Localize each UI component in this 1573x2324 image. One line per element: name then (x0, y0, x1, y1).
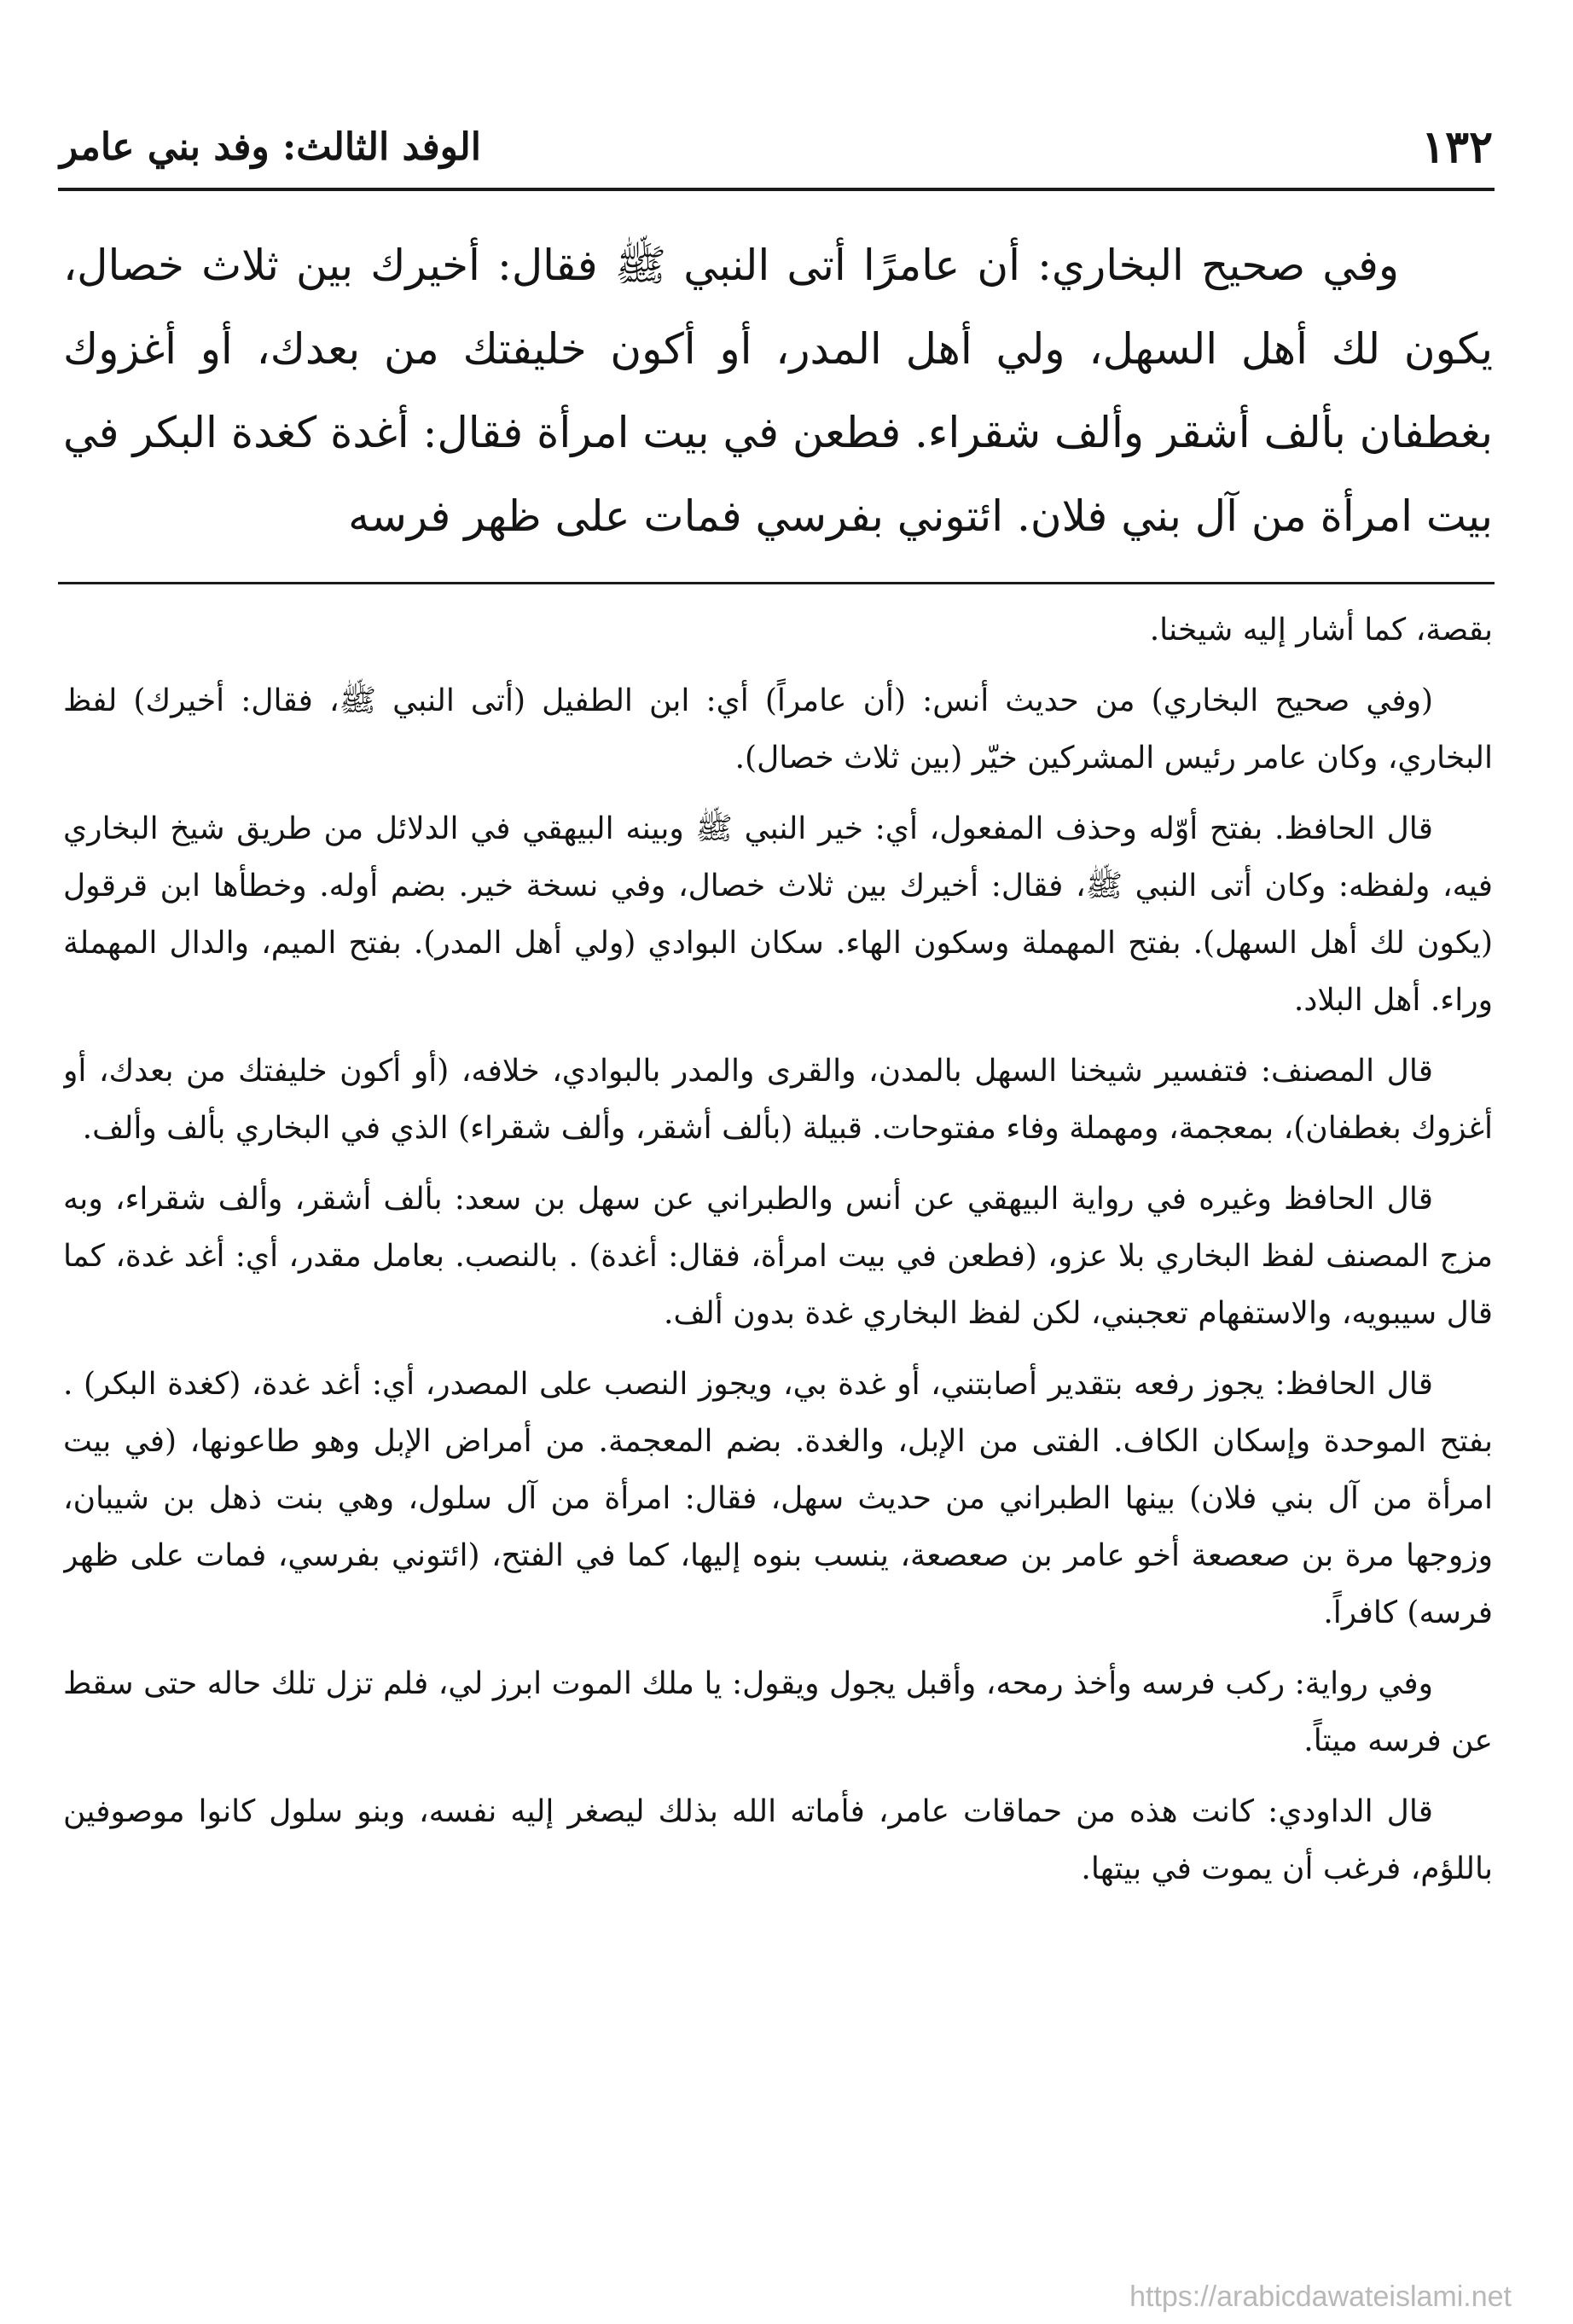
running-title: الوفد الثالث: وفد بني عامر (60, 125, 482, 169)
main-text (63, 224, 1493, 558)
commentary-paragraph: قال الحافظ: يجوز رفعه بتقدير أصابتني، أو غدة بي، ويجوز النصب على المصدر، أي: أغد غدة، (كغدة البكر) . بفتح الموحدة وإسكان الكاف. الفتى من الإبل، والغدة. بضم المعجمة. من أمراض الإبل وهو طاعونها، (في بيت امرأة من آل بني فلان) بينها الطبراني من حديث سهل، فقال: امرأة من آل سلول، وهي بنت ذهل بن شيبان، وزوجها مرة بن صعصعة أخو عامر بن صعصعة، ينسب بنوه إليها، كما في الفتح، (ائتوني بفرسي، فمات على ظهر فرسه) كافراً. (63, 1367, 1493, 1630)
commentary-paragraph: قال الحافظ وغيره في رواية البيهقي عن أنس والطبراني عن سهل بن سعد: بألف أشقر، وألف شقراء، وبه مزج المصنف لفظ البخاري بلا عزو، (فطعن في بيت امرأة، فقال: أغدة) . بالنصب. بعامل مقدر، أي: أغد غدة، كما قال سيبويه، والاستفهام تعجبني، لكن لفظ البخاري غدة بدون ألف. (63, 1182, 1493, 1331)
page-header (60, 109, 1493, 186)
commentary-divider (58, 582, 1495, 584)
commentary-paragraph: قال الحافظ. بفتح أوّله وحذف المفعول، أي: خير النبي ﷺ وبينه البيهقي في الدلائل من طريق شيخ البخاري فيه، ولفظه: وكان أتى النبي ﷺ، فقال: أخيرك بين ثلاث خصال، وفي نسخة خير. بضم أوله. وخطأها ابن قرقول (يكون لك أهل السهل). بفتح المهملة وسكون الهاء. سكان البوادي (ولي أهل المدر). بفتح الميم، والدال المهملة وراء. أهل البلاد. (63, 811, 1493, 1018)
commentary-paragraph: (وفي صحيح البخاري) من حديث أنس: (أن عامراً) أي: ابن الطفيل (أتى النبي ﷺ، فقال: أخيرك) لفظ البخاري، وكان عامر رئيس المشركين خيّر (بين ثلاث خصال). (63, 683, 1493, 776)
page-number: ١٣٢ (1421, 121, 1493, 173)
source-watermark: https://arabicdawateislami.net (1129, 2280, 1512, 2313)
commentary-paragraph: قال الداودي: كانت هذه من حماقات عامر، فأماته الله بذلك ليصغر إليه نفسه، وبنو سلول كانوا موصوفين باللؤم، فرغب أن يموت في بيتها. (63, 1794, 1493, 1886)
main-text-paragraph: وفي صحيح البخاري: أن عامرًا أتى النبي ﷺ فقال: أخيرك بين ثلاث خصال، يكون لك أهل السهل، ولي أهل المدر، أو أكون خليفتك من بعدك، أو أغزوك بغطفان بألف أشقر وألف شقراء. فطعن في بيت امرأة فقال: أغدة كغدة البكر في بيت امرأة من آل بني فلان. ائتوني بفرسي فمات على ظهر فرسه (63, 241, 1493, 541)
commentary-paragraph: قال المصنف: فتفسير شيخنا السهل بالمدن، والقرى والمدر بالبوادي، خلافه، (أو أكون خليفتك من بعدك، أو أغزوك بغطفان)، بمعجمة، ومهملة وفاء مفتوحات. قبيلة (بألف أشقر، وألف شقراء) الذي في البخاري بألف وألف. (63, 1054, 1493, 1146)
header-rule (58, 188, 1495, 191)
commentary-paragraph: وفي رواية: ركب فرسه وأخذ رمحه، وأقبل يجول ويقول: يا ملك الموت ابرز لي، فلم تزل تلك حاله حتى سقط عن فرسه ميتاً. (63, 1666, 1493, 1758)
commentary-paragraph: بقصة، كما أشار إليه شيخنا. (1149, 613, 1493, 648)
commentary (63, 601, 1493, 2274)
